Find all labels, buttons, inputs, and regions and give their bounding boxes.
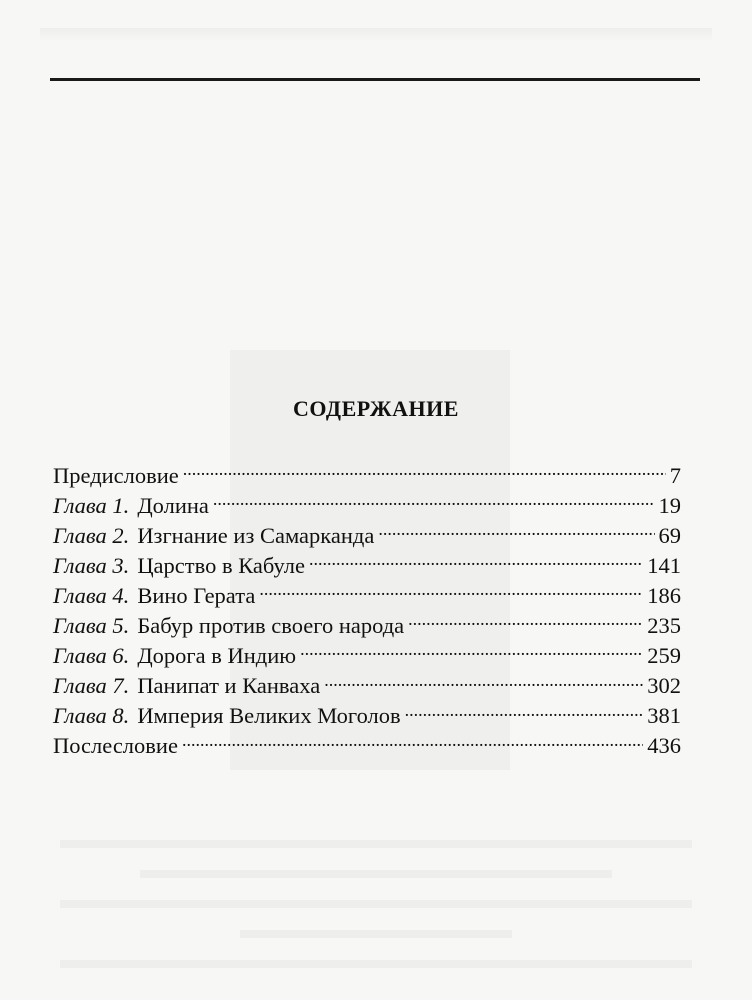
toc-entry-title: Дорога в Индию: [137, 643, 297, 669]
toc-entry-chapter-4[interactable]: [53, 580, 681, 610]
toc-entry-page: 7: [669, 462, 681, 488]
toc-entry-title: Царство в Кабуле: [137, 552, 305, 578]
toc-entry-page: 259: [647, 643, 681, 669]
toc-entry-prefix: Глава 2.: [53, 522, 130, 548]
top-rule: [50, 78, 700, 81]
toc-entry-chapter-8[interactable]: [53, 701, 681, 731]
toc-entry-page: 381: [647, 703, 681, 729]
toc-entry-title: Вино Герата: [137, 582, 256, 608]
toc-list: [53, 460, 681, 761]
toc-entry-prefix: Глава 6.: [53, 643, 130, 669]
toc-entry-label: [53, 521, 374, 551]
toc-entry-chapter-2[interactable]: [53, 520, 681, 550]
toc-entry-page: 186: [647, 582, 681, 608]
toc-entry-prefix: Глава 3.: [53, 552, 130, 578]
toc-entry-chapter-7[interactable]: [53, 671, 681, 701]
toc-entry-title: Предисловие: [53, 462, 179, 488]
toc-entry-label: [53, 551, 305, 581]
toc-entry-page: 69: [658, 522, 681, 548]
page-edge-shadow: [40, 28, 712, 42]
toc-entry-chapter-3[interactable]: [53, 550, 681, 580]
toc-dot-leader: [259, 580, 643, 603]
toc-entry-page: 141: [647, 552, 681, 578]
toc-entry-label: [53, 581, 255, 611]
toc-entry-prefix: Глава 5.: [53, 612, 130, 638]
toc-heading: СОДЕРЖАНИЕ: [293, 396, 459, 421]
toc-entry-title: Бабур против своего народа: [137, 612, 405, 638]
bleed-through-lines: [60, 840, 692, 990]
toc-entry-label: [53, 611, 404, 641]
toc-dot-leader: [324, 671, 643, 694]
toc-entry-label: [53, 671, 320, 701]
toc-entry-label: [53, 731, 178, 761]
toc-dot-leader: [309, 550, 643, 573]
toc-entry-chapter-6[interactable]: [53, 641, 681, 671]
toc-dot-leader: [300, 641, 643, 664]
toc-entry-prefix: Глава 8.: [53, 703, 130, 729]
toc-dot-leader: [182, 731, 643, 754]
toc-dot-leader: [378, 520, 654, 543]
toc-dot-leader: [408, 610, 643, 633]
toc-entry-title: Долина: [137, 492, 209, 518]
toc-dot-leader: [405, 701, 644, 724]
toc-entry-label: [53, 641, 296, 671]
toc-entry-title: Изгнание из Самарканда: [137, 522, 375, 548]
toc-entry-label: [53, 701, 401, 731]
toc-dot-leader: [183, 460, 666, 483]
toc-dot-leader: [213, 490, 655, 513]
toc-entry-afterword[interactable]: [53, 731, 681, 761]
toc-entry-prefix: Глава 1.: [53, 492, 130, 518]
toc-entry-label: [53, 461, 179, 491]
toc-entry-page: 436: [647, 733, 681, 759]
toc-entry-page: 19: [658, 492, 681, 518]
toc-entry-preface[interactable]: [53, 460, 681, 490]
toc-entry-chapter-1[interactable]: [53, 490, 681, 520]
toc-entry-title: Послесловие: [53, 733, 178, 759]
toc-entry-prefix: Глава 4.: [53, 582, 130, 608]
toc-entry-prefix: Глава 7.: [53, 673, 130, 699]
toc-entry-title: Империя Великих Моголов: [137, 703, 401, 729]
toc-entry-label: [53, 491, 209, 521]
toc-entry-title: Панипат и Канваха: [137, 673, 321, 699]
toc-entry-page: 235: [647, 612, 681, 638]
toc-entry-chapter-5[interactable]: [53, 610, 681, 640]
toc-entry-page: 302: [647, 673, 681, 699]
